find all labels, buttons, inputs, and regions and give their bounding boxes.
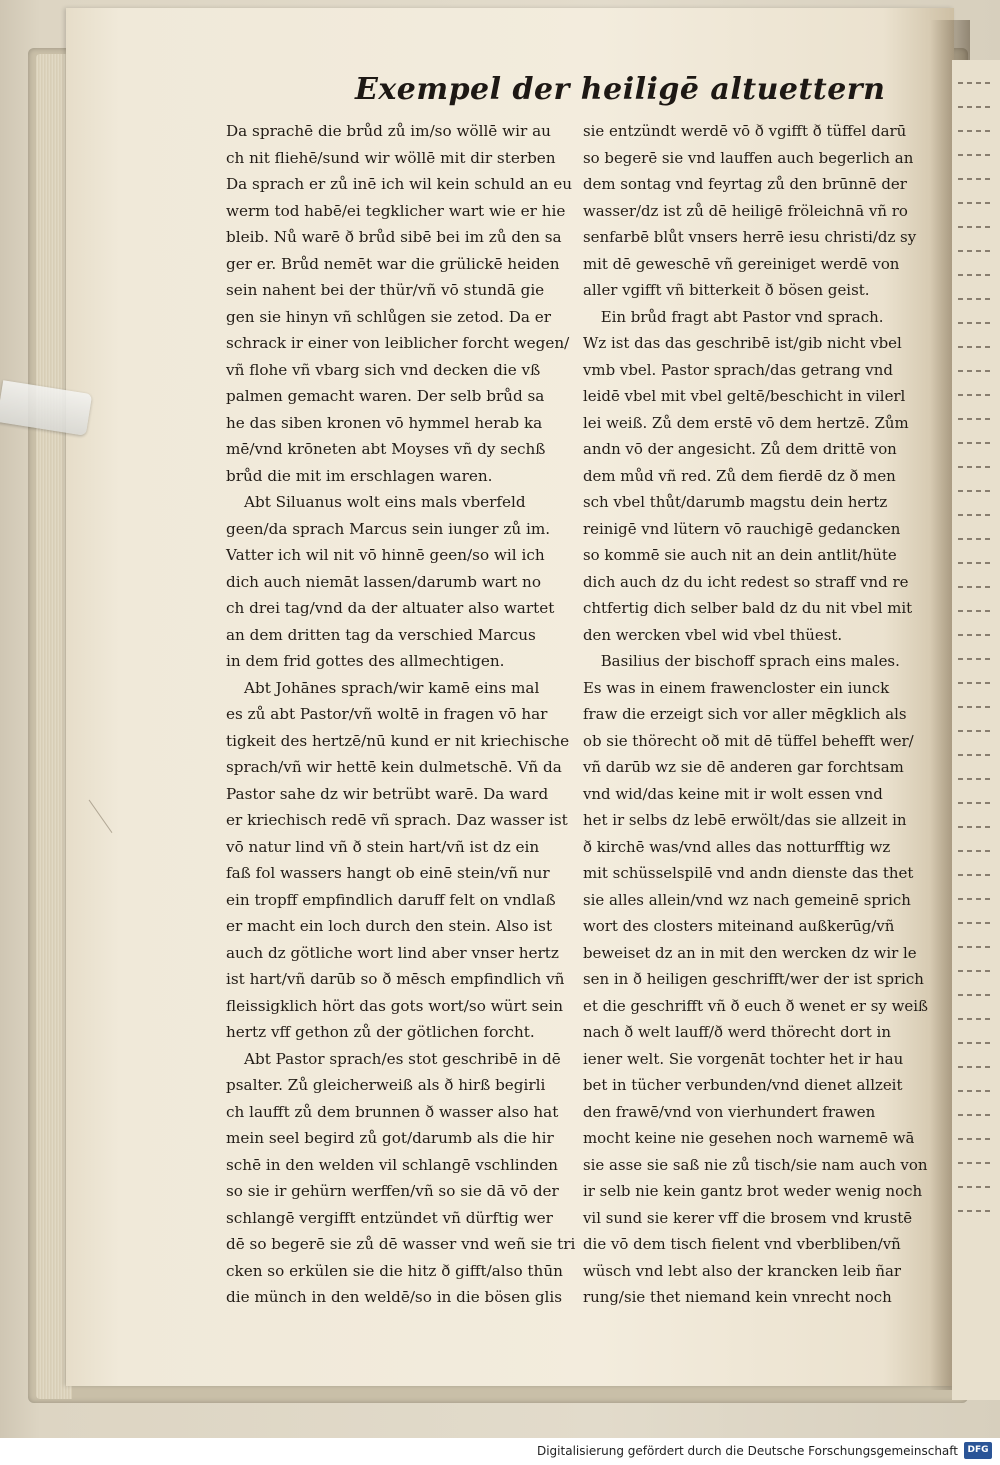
facing-page-text-stroke — [958, 370, 992, 372]
facing-page-text-stroke — [958, 658, 992, 660]
text-line: Abt Siluanus wolt eins mals vberfeld — [244, 493, 526, 511]
facing-page-text-stroke — [958, 1138, 992, 1140]
text-line: reinigē vnd lütern vō rauchigē gedancken — [583, 519, 901, 538]
text-line: Abt Pastor sprach/es stot geschribē in dē — [244, 1049, 561, 1068]
facing-page-text-stroke — [958, 418, 992, 420]
text-line: an dem dritten tag da verschied Marcus — [226, 625, 536, 644]
facing-page-text-stroke — [958, 490, 992, 492]
facing-page-text-stroke — [958, 610, 992, 612]
text-line: dē so begerē sie zů dē wasser vnd weñ sie tri — [226, 1235, 576, 1253]
facing-page-text-stroke — [958, 1210, 992, 1212]
text-line: Vatter ich wil nit vō hinnē geen/so wil ich — [226, 546, 545, 564]
facing-page-text-stroke — [958, 466, 992, 468]
text-line: mocht keine nie gesehen noch warnemē wā — [583, 1129, 915, 1147]
text-line: ch nit fliehē/sund wir wöllē mit dir sterben — [226, 148, 556, 167]
text-line: er kriechisch redē vñ sprach. Daz wasser ist — [226, 811, 568, 829]
text-line: sie asse sie saß nie zů tisch/sie nam auch von — [583, 1155, 928, 1174]
text-line: ch drei tag/vnd da der altuater also wartet — [226, 599, 555, 617]
text-line: fleissigklich hört das gots wort/so würt sein — [226, 996, 564, 1015]
text-line: vñ flohe vñ vbarg sich vnd decken die vß — [226, 360, 541, 379]
text-line: vmb vbel. Pastor sprach/das getrang vnd — [583, 360, 893, 379]
text-line: rung/sie thet niemand kein vnrecht noch — [583, 1288, 892, 1306]
text-line: cken so erkülen sie die hitz ð gifft/also thūn — [226, 1261, 563, 1280]
text-line: et die geschrifft vñ ð euch ð wenet er sy weiß — [583, 996, 928, 1015]
text-line: Pastor sahe dz wir betrübt warē. Da ward — [226, 784, 549, 803]
text-line: nach ð welt lauff/ð werd thörecht dort in — [583, 1023, 891, 1041]
text-line: lei weiß. Zů dem erstē vō dem hertzē. Zům — [583, 413, 909, 432]
text-line: iener welt. Sie vorgenāt tochter het ir hau — [583, 1049, 904, 1068]
text-line: Ein brůd fragt abt Pastor vnd sprach. — [600, 307, 884, 326]
facing-page-text-stroke — [958, 994, 992, 996]
text-line: chtfertig dich selber bald dz du nit vbel mit — [583, 599, 913, 617]
text-line: aller vgifft vñ bitterkeit ð bösen geist. — [583, 281, 870, 299]
text-line: Basilius der bischoff sprach eins males. — [600, 652, 900, 670]
text-line: ch laufft zů dem brunnen ð wasser also hat — [226, 1102, 559, 1121]
text-line: auch dz götliche wort lind aber vnser hertz — [226, 943, 559, 962]
facing-page-text-stroke — [958, 178, 992, 180]
text-line: mē/vnd krōneten abt Moyses vñ dy sechß — [226, 440, 546, 458]
facing-page-text-stroke — [958, 394, 992, 396]
facing-page-text-stroke — [958, 898, 992, 900]
facing-page-text-stroke — [958, 82, 992, 84]
text-line: het ir selbs dz lebē erwölt/das sie allzeit in — [583, 811, 907, 829]
text-line: in dem frid gottes des allmechtigen. — [226, 652, 505, 670]
text-line: vnd wid/das keine mit ir wolt essen vnd — [583, 784, 883, 803]
footer-bar — [0, 1438, 1000, 1465]
text-line: sie entzündt werdē vō ð vgifft ð tüffel darū — [583, 122, 907, 140]
text-line: werm tod habē/ei tegklicher wart wie er hie — [226, 201, 566, 220]
text-line: leidē vbel mit vbel geltē/beschicht in vilerl — [583, 387, 906, 405]
facing-page-text-stroke — [958, 274, 992, 276]
text-line: schlangē vergifft entzündet vñ dürftig wer — [226, 1208, 553, 1227]
text-line: beweiset dz an in mit den wercken dz wir le — [583, 943, 917, 962]
facing-page-text-stroke — [958, 298, 992, 300]
text-line: schē in den welden vil schlangē vschlinden — [226, 1155, 558, 1174]
facing-page-text-stroke — [958, 826, 992, 828]
facing-page-text-stroke — [958, 106, 992, 108]
text-line: Abt Johānes sprach/wir kamē eins mal — [244, 678, 540, 697]
text-line: schrack ir einer von leiblicher forcht wegen/ — [226, 334, 570, 352]
facing-page-text-stroke — [958, 130, 992, 132]
text-line: sen in ð heiligen geschrifft/wer der ist sprich — [583, 970, 924, 988]
facing-page-text-stroke — [958, 250, 992, 252]
text-line: wasser/dz ist zů dē heiligē fröleichnā vñ ro — [583, 201, 908, 220]
text-line: sie alles allein/vnd wz nach gemeinē sprich — [583, 890, 911, 909]
facing-page-text-stroke — [958, 946, 992, 948]
facing-page-text-stroke — [958, 1114, 992, 1116]
text-line: he das siben kronen vō hymmel herab ka — [226, 413, 543, 432]
text-line: geen/da sprach Marcus sein iunger zů im. — [226, 519, 551, 538]
text-line: sch vbel thůt/darumb magstu dein hertz — [583, 493, 888, 511]
facing-page-text-stroke — [958, 154, 992, 156]
text-line: ir selb nie kein gantz brot weder wenig noch — [583, 1182, 923, 1200]
text-line: Wz ist das das geschribē ist/gib nicht vbel — [583, 334, 902, 352]
text-line: vil sund sie kerer vff die brosem vnd krustē — [583, 1208, 913, 1227]
facing-page-text-stroke — [958, 1066, 992, 1068]
text-line: die vō dem tisch fielent vnd vberbliben/vñ — [583, 1235, 901, 1253]
right-text-column — [583, 118, 928, 1311]
facing-page-text-stroke — [958, 1186, 992, 1188]
text-line: dich auch niemāt lassen/darumb wart no — [226, 572, 541, 591]
text-line: so kommē sie auch nit an dein antlit/hüte — [583, 546, 897, 564]
text-line: ob sie thörecht oð mit dē tüffel behefft wer/ — [583, 731, 914, 750]
text-line: brůd die mit im erschlagen waren. — [226, 466, 493, 485]
text-line: sein nahent bei der thür/vñ vō stundā gie — [226, 281, 545, 299]
facing-page-text-stroke — [958, 202, 992, 204]
facing-page-text-stroke — [958, 1018, 992, 1020]
facing-page-text-stroke — [958, 586, 992, 588]
left-text-column — [226, 118, 576, 1311]
text-line: psalter. Zů gleicherweiß als ð hirß begirli — [226, 1076, 546, 1094]
text-line: fraw die erzeigt sich vor aller mēgklich als — [583, 705, 907, 723]
text-line: gen sie hinyn vñ schlůgen sie zetod. Da er — [226, 307, 552, 326]
page-title: Exempel der heiligē altuettern — [355, 72, 886, 107]
text-line: bet in tücher verbunden/vnd dienet allzeit — [583, 1076, 903, 1094]
text-line: dich auch dz du icht redest so straff vnd re — [583, 572, 909, 591]
facing-page-text-stroke — [958, 1162, 992, 1164]
facing-page-text-stroke — [958, 322, 992, 324]
facing-page-text-stroke — [958, 538, 992, 540]
facing-page-text-stroke — [958, 442, 992, 444]
text-line: mit dē geweschē vñ gereiniget werdē von — [583, 254, 900, 273]
facing-page-text-stroke — [958, 850, 992, 852]
text-line: es zů abt Pastor/vñ woltē in fragen vō har — [226, 705, 548, 723]
text-line: dem můd vñ red. Zů dem fierdē dz ð men — [583, 466, 896, 485]
facing-page-text-stroke — [958, 226, 992, 228]
text-line: palmen gemacht waren. Der selb brůd sa — [226, 387, 545, 405]
text-line: tigkeit des hertzē/nū kund er nit kriechische — [226, 731, 570, 750]
facing-page-text-stroke — [958, 682, 992, 684]
text-line: wort des closters miteinand außkerūg/vñ — [583, 917, 895, 935]
text-line: sprach/vñ wir hettē kein dulmetschē. Vñ da — [226, 758, 562, 776]
text-line: mein seel begird zů got/darumb als die hir — [226, 1129, 554, 1147]
text-line: so sie ir gehürn werffen/vñ so sie dā vō der — [226, 1182, 559, 1200]
text-line: dem sontag vnd feyrtag zů den brūnnē der — [583, 175, 907, 193]
facing-page-text-stroke — [958, 874, 992, 876]
text-line: vñ darūb wz sie dē anderen gar forchtsam — [583, 758, 904, 776]
text-line: senfarbē blůt vnsers herrē iesu christi/dz sy — [583, 228, 917, 246]
facing-page-text-stroke — [958, 634, 992, 636]
text-line: Es was in einem frawencloster ein iunck — [583, 678, 890, 697]
text-line: hertz vff gethon zů der götlichen forcht. — [226, 1023, 535, 1041]
footer-credit: Digitalisierung gefördert durch die Deutsche Forschungsgemeinschaft — [536, 1444, 958, 1458]
facing-page-text-stroke — [958, 346, 992, 348]
text-line: so begerē sie vnd lauffen auch begerlich an — [583, 148, 914, 167]
facing-page-text-stroke — [958, 754, 992, 756]
text-line: Da sprachē die brůd zů im/so wöllē wir au — [226, 122, 551, 140]
facing-page-text-stroke — [958, 1042, 992, 1044]
text-line: den wercken vbel wid vbel thüest. — [583, 625, 843, 644]
text-line: vō natur lind vñ ð stein hart/vñ ist dz ein — [226, 837, 540, 856]
facing-page-text-stroke — [958, 1090, 992, 1092]
text-line: bleib. Nů warē ð brůd sibē bei im zů den sa — [226, 228, 562, 246]
text-line: ein tropff empfindlich daruff felt on vndlaß — [226, 890, 556, 909]
text-line: ð kirchē was/vnd alles das notturfftig wz — [583, 837, 891, 856]
text-line: ist hart/vñ darūb so ð mēsch empfindlich vñ — [226, 970, 565, 988]
facing-page-text-stroke — [958, 514, 992, 516]
facing-page-text-stroke — [958, 802, 992, 804]
facing-page-text-stroke — [958, 562, 992, 564]
text-line: die münch in den weldē/so in die bösen glis — [226, 1288, 563, 1306]
facing-page-text-stroke — [958, 706, 992, 708]
facing-page-text-stroke — [958, 970, 992, 972]
dfg-logo: DFG — [964, 1442, 992, 1459]
text-line: faß fol wassers hangt ob einē stein/vñ nur — [226, 864, 550, 882]
text-line: ger er. Brůd nemēt war die grülickē heiden — [226, 254, 560, 273]
facing-page-text-stroke — [958, 922, 992, 924]
text-line: wüsch vnd lebt also der krancken leib ñar — [583, 1261, 902, 1280]
text-line: er macht ein loch durch den stein. Also ist — [226, 917, 553, 935]
facing-page-edge — [952, 60, 1000, 1400]
text-line: mit schüsselspilē vnd andn dienste das thet — [583, 864, 914, 882]
facing-page-text-stroke — [958, 730, 992, 732]
text-line: andn vō der angesicht. Zů dem drittē von — [583, 440, 897, 458]
text-line: den frawē/vnd von vierhundert frawen — [583, 1102, 876, 1121]
text-line: Da sprach er zů inē ich wil kein schuld an eu — [226, 175, 573, 193]
facing-page-text-stroke — [958, 778, 992, 780]
